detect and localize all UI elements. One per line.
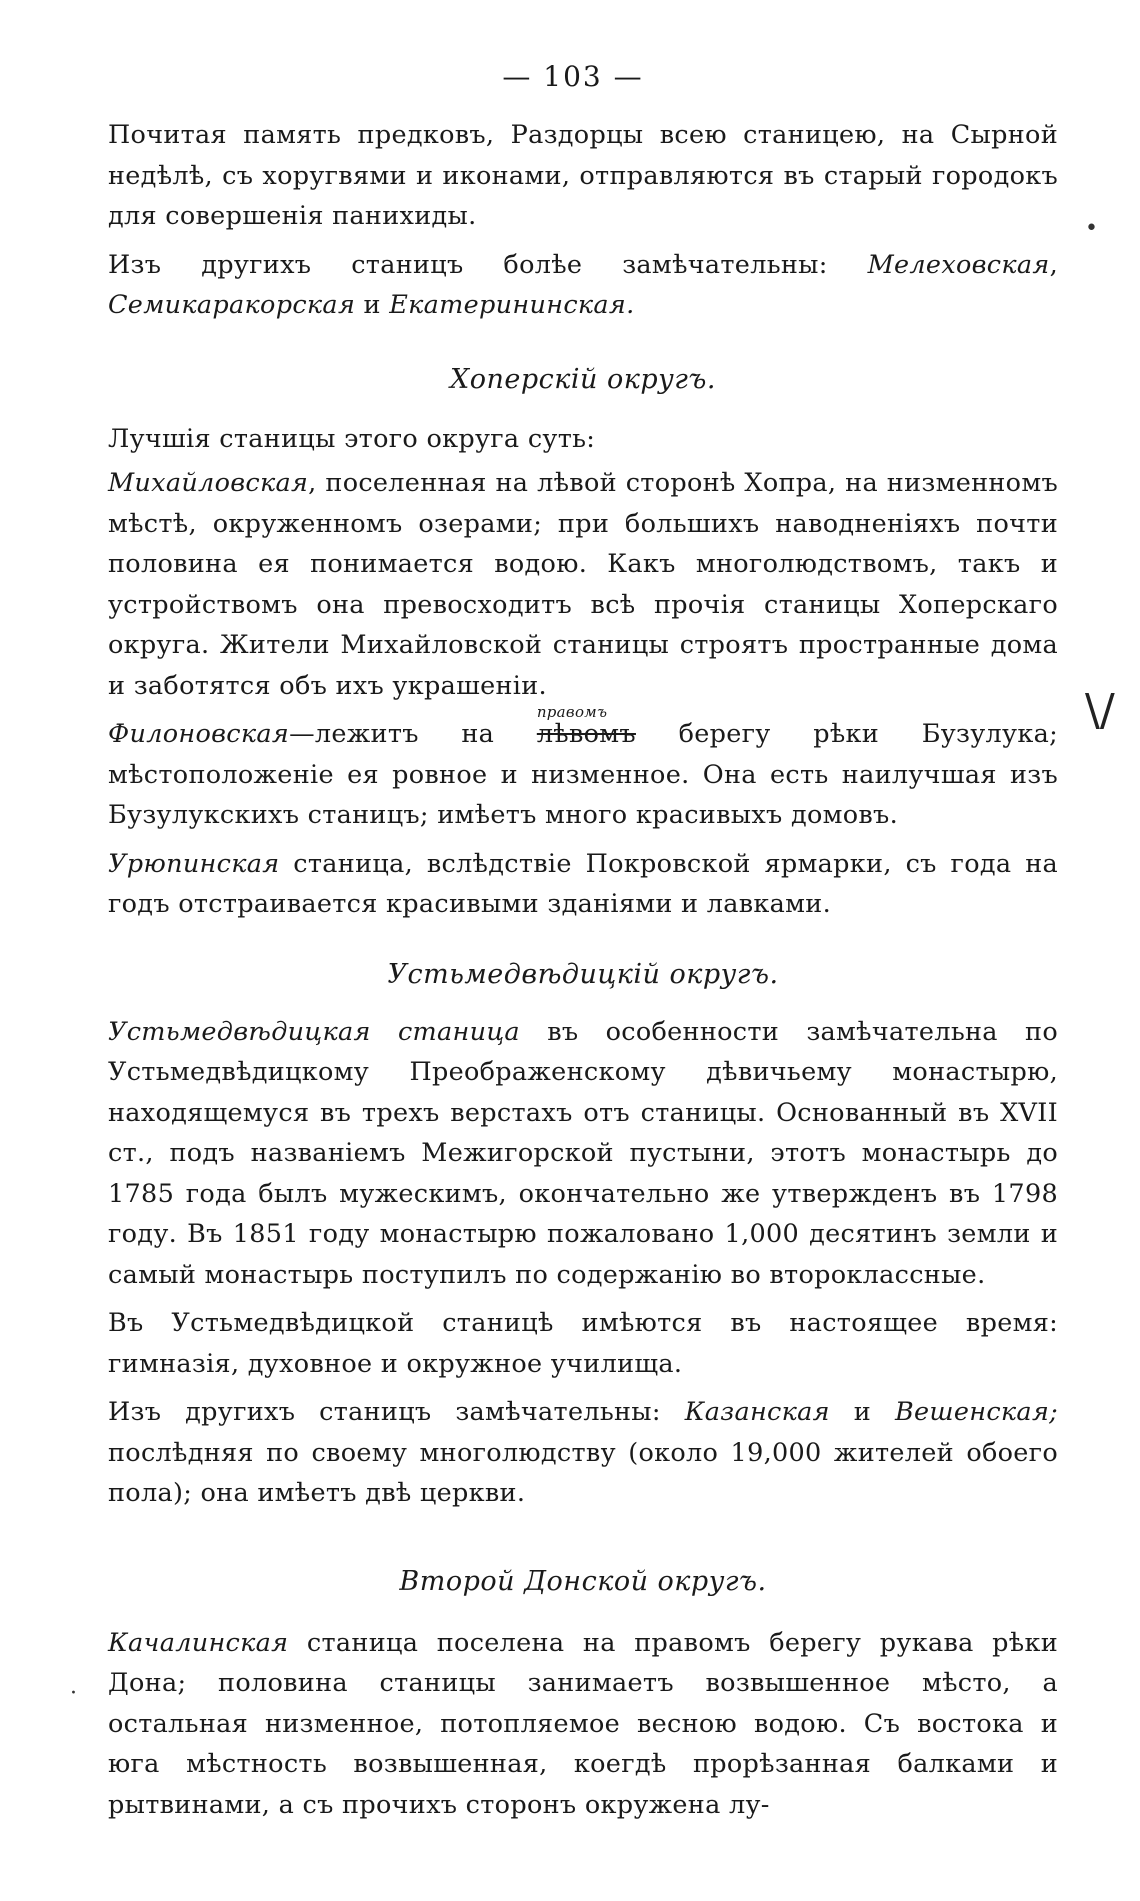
italic-stanitsa-name: Михайловская	[108, 468, 309, 498]
text-span: —лежитъ на	[289, 719, 537, 749]
struck-text: лѣвомъ	[536, 719, 636, 749]
text-span: въ особенности замѣчательна по Устьмедвѣдицкому Преображенскому дѣвичьему монастырю, находящемуся въ трехъ верстахъ отъ станицы. Основанный въ XVII ст., подъ названіемъ Межигорской пустыни, этотъ монастырь до 1785 года былъ мужескимъ, окончательно же утвержденъ въ 1798 году. Въ 1851 году монастырю пожаловано 1,000 десятинъ земли и самый монастырь поступилъ по содержанію во второклассные.	[108, 1016, 1058, 1290]
handwritten-insert: правомъ	[536, 703, 608, 721]
struck-word	[536, 703, 636, 749]
stray-dot-mark: ·	[70, 1681, 77, 1706]
text-span: Изъ другихъ станицъ замѣчательны:	[108, 1397, 685, 1427]
paragraph-filonovskaya	[108, 703, 1058, 836]
italic-stanitsa-name: Мелеховская	[867, 249, 1050, 280]
text-span: Изъ другихъ станицъ болѣе замѣчательны:	[108, 249, 868, 280]
italic-stanitsa-name: Урюпинская	[108, 848, 280, 879]
paragraph-other-stanitsy	[108, 245, 1058, 326]
italic-stanitsa-name: Филоновская	[108, 719, 290, 749]
italic-stanitsa-name: Устьмедвѣдицкая станица	[108, 1016, 520, 1047]
paragraph-razdory: Почитая память предковъ, Раздорцы всею станицею, на Сырной недѣлѣ, съ хоругвями и иконами, отправляются въ старый городокъ для совершенія панихиды.	[108, 120, 1058, 231]
italic-stanitsa-name: Вешенская;	[894, 1397, 1059, 1427]
paragraph-best-stanitsy: Лучшія станицы этого округа суть:	[108, 423, 596, 454]
stray-dot-mark: •	[1085, 216, 1098, 241]
section-heading-ustmedveditsky: Устьмедвѣдицкій округъ.	[387, 958, 779, 990]
text-span: станица, вслѣдствіе Покровской ярмарки, съ года на годъ отстраивается красивыми зданіями и лавками.	[108, 848, 1058, 919]
text-span: , поселенная на лѣвой сторонѣ Хопра, на низменномъ мѣстѣ, окруженномъ озерами; при большихъ наводненіяхъ почти половина ея понимается водою. Какъ многолюдствомъ, такъ и устройствомъ она превосходитъ всѣ прочія станицы Хоперскаго округа. Жители Михайловской станицы строятъ пространные дома и заботятся объ ихъ украшеніи.	[108, 468, 1058, 701]
page-number: — 103 —	[502, 60, 644, 93]
italic-stanitsa-name: Качалинская	[108, 1627, 289, 1658]
paragraph-mikhailovskaya	[108, 463, 1058, 706]
italic-stanitsa-name: Казанская	[684, 1397, 830, 1427]
page-content	[108, 60, 1058, 1825]
text-span: и	[355, 290, 390, 320]
paragraph-schools: Въ Устьмедвѣдицкой станицѣ имѣются въ настоящее время: гимназія, духовное и окружное училища.	[108, 1308, 1058, 1379]
italic-stanitsa-name: Екатерининская.	[389, 290, 635, 320]
text-span: станица поселена на правомъ берегу рукава рѣки Дона; половина станицы занимаетъ возвышенное мѣсто, а остальная низменное, потопляемое весною водою. Съ востока и юга мѣстность возвышенная, коегдѣ прорѣзанная балками и рытвинами, а съ прочихъ сторонъ окружена лу-	[108, 1627, 1058, 1820]
text-span: берегу рѣки Бузулука; мѣстоположеніе ея ровное и низменное. Она есть наилучшая изъ Бузулукскихъ станицъ; имѣетъ много красивыхъ домовъ.	[108, 719, 1058, 830]
paragraph-ustmedveditskaya	[108, 1012, 1058, 1296]
text-span: послѣдняя по своему многолюдству (около 19,000 жителей обоего пола); она имѣетъ двѣ церкви.	[108, 1437, 1058, 1508]
handwritten-check-mark: \/	[1085, 685, 1115, 736]
paragraph-kazanskaya-veshenskaya	[108, 1392, 1058, 1514]
paragraph-uryupinskaya	[108, 844, 1058, 925]
paragraph-kachalinskaya	[108, 1623, 1058, 1826]
italic-stanitsa-name: Семикаракорская	[108, 290, 356, 320]
text-span: и	[829, 1397, 895, 1427]
section-heading-second-don: Второй Донской округъ.	[399, 1565, 767, 1597]
section-heading-khoper: Хоперскій округъ.	[449, 363, 717, 395]
text-span: ,	[1049, 249, 1058, 280]
